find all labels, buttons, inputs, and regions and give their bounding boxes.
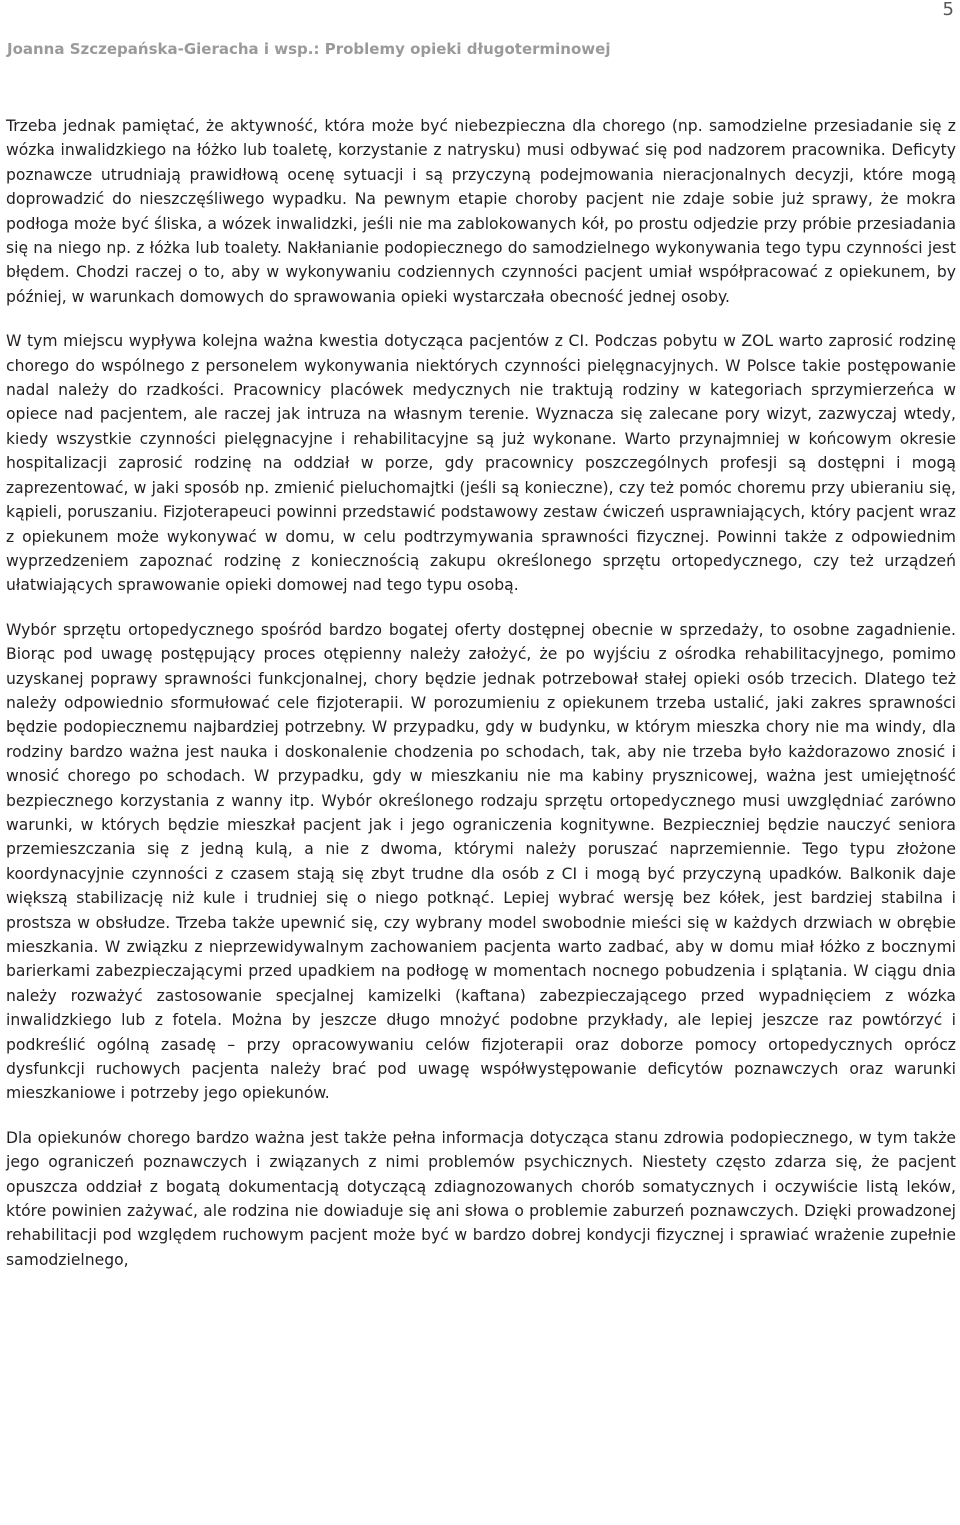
page-number: 5 — [942, 0, 954, 20]
paragraph-1: Trzeba jednak pamiętać, że aktywność, która może być niebezpieczna dla chorego (np. samodzielne przesiadanie się z wózka inwalidzkiego na łóżko lub toaletę, korzystanie z natrysku) musi odbywać się pod nadzorem pracownika. Deficyty poznawcze utrudniają prawidłową ocenę sytuacji i są przyczyną podejmowania nieracjonalnych decyzji, które mogą doprowadzić do nieszczęśliwego wypadku. Na pewnym etapie choroby pacjent nie zdaje sobie już sprawy, że mokra podłoga może być śliska, a wózek inwalidzki, jeśli nie ma zablokowanych kół, po prostu odjedzie przy próbie przesiadania się na niego np. z łóżka lub toalety. Nakłanianie podopiecznego do samodzielnego wykonywania tego typu czynności jest błędem. Chodzi raczej o to, aby w wykonywaniu codziennych czynności pacjent umiał współpracować z opiekunem, by później, w warunkach domowych do sprawowania opieki wystarczała obecność jednej osoby. — [6, 117, 956, 306]
body-text — [6, 114, 956, 1292]
paragraph-2: W tym miejscu wypływa kolejna ważna kwestia dotycząca pacjentów z CI. Podczas pobytu w ZOL warto zaprosić rodzinę chorego do wspólnego z personelem wykonywania niektórych czynności pielęgnacyjnych. W Polsce takie postępowanie nadal należy do rzadkości. Pracownicy placówek medycznych nie traktują rodziny w kategoriach sprzymierzeńca w opiece nad pacjentem, ale raczej jak intruza na własnym terenie. Wyznacza się zalecane pory wizyt, zazwyczaj wtedy, kiedy wszystkie czynności pielęgnacyjne i rehabilitacyjne są już wykonane. Warto przynajmniej w końcowym okresie hospitalizacji zaprosić rodzinę na oddział w porze, gdy pracownicy poszczególnych profesji są dostępni i mogą zaprezentować, w jaki sposób np. zmienić pieluchomajtki (jeśli są konieczne), czy też pomóc choremu przy ubieraniu się, kąpieli, poruszaniu. Fizjoterapeuci powinni przedstawić podstawowy zestaw ćwiczeń usprawniających, który pacjent wraz z opiekunem może wykonywać w domu, w celu podtrzymywania sprawności fizycznej. Powinni także z odpowiednim wyprzedzeniem zapoznać rodzinę z koniecznością zakupu określonego sprzętu ortopedycznego, czy też urządzeń ułatwiających sprawowanie opieki domowej nad tego typu osobą. — [6, 332, 956, 595]
paragraph-4: Dla opiekunów chorego bardzo ważna jest także pełna informacja dotycząca stanu zdrowia podopiecznego, w tym także jego ograniczeń poznawczych i związanych z nimi problemów psychicznych. Niestety często zdarza się, że pacjent opuszcza oddział z bogatą dokumentacją dotyczącą zdiagnozowanych chorób somatycznych i oczywiście listą leków, które powinien zażywać, ale rodzina nie dowiaduje się ani słowa o problemie zaburzeń poznawczych. Dzięki prowadzonej rehabilitacji pod względem ruchowym pacjent może być w bardzo dobrej kondycji fizycznej i sprawiać wrażenie zupełnie samodzielnego, — [6, 1128, 956, 1269]
paragraph-3: Wybór sprzętu ortopedycznego spośród bardzo bogatej oferty dostępnej obecnie w sprzedaży, to osobne zagadnienie. Biorąc pod uwagę postępujący proces otępienny należy założyć, że po wyjściu z ośrodka rehabilitacyjnego, pomimo uzyskanej poprawy sprawności funkcjonalnej, chory będzie jednak potrzebował stałej opieki osób trzecich. Dlatego też należy odpowiednio sformułować cele fizjoterapii. W porozumieniu z opiekunem trzeba ustalić, jaki zakres sprawności będzie podopiecznemu najbardziej potrzebny. W przypadku, gdy w budynku, w którym mieszka chory nie ma windy, dla rodziny bardzo ważna jest nauka i doskonalenie chodzenia po schodach, tak, aby nie trzeba było każdorazowo znosić i wnosić chorego po schodach. W przypadku, gdy w mieszkaniu nie ma kabiny prysznicowej, ważna jest umiejętność bezpiecznego korzystania z wanny itp. Wybór określonego rodzaju sprzętu ortopedycznego musi uwzględniać zarówno warunki, w których będzie mieszkał pacjent jak i jego ograniczenia kognitywne. Bezpieczniej będzie nauczyć seniora przemieszczania się z jedną kulą, a nie z dwoma, którymi należy poruszać naprzemiennie. Tego typu złożone koordynacyjnie czynności z czasem stają się zbyt trudne dla osób z CI i mogą być przyczyną upadków. Balkonik daje większą stabilizację niż kule i trudniej się o niego potknąć. Lepiej wybrać wersję bez kółek, jest bardziej stabilna i prostsza w obsłudze. Trzeba także upewnić się, czy wybrany model swobodnie mieści się w każdych drzwiach w obrębie mieszkania. W związku z nieprzewidywalnym zachowaniem pacjenta warto zadbać, aby w domu miał łóżko z bocznymi barierkami zabezpieczającymi przed upadkiem na podłogę w momentach nocnego pobudzenia i splątania. W ciągu dnia należy rozważyć zastosowanie specjalnej kamizelki (kaftana) zabezpieczającego przed wypadnięciem z wózka inwalidzkiego lub z fotela. Można by jeszcze długo mnożyć podobne przykłady, ale lepiej jeszcze raz powtórzyć i podkreślić ogólną zasadę – przy opracowywaniu celów fizjoterapii oraz doborze pomocy ortopedycznych oprócz dysfunkcji ruchowych pacjenta należy brać pod uwagę współwystępowanie deficytów poznawczych oraz warunki mieszkaniowe i potrzeby jego opiekunów. — [6, 620, 956, 1103]
running-header: Joanna Szczepańska-Gieracha i wsp.: Problemy opieki długoterminowej — [7, 40, 611, 58]
